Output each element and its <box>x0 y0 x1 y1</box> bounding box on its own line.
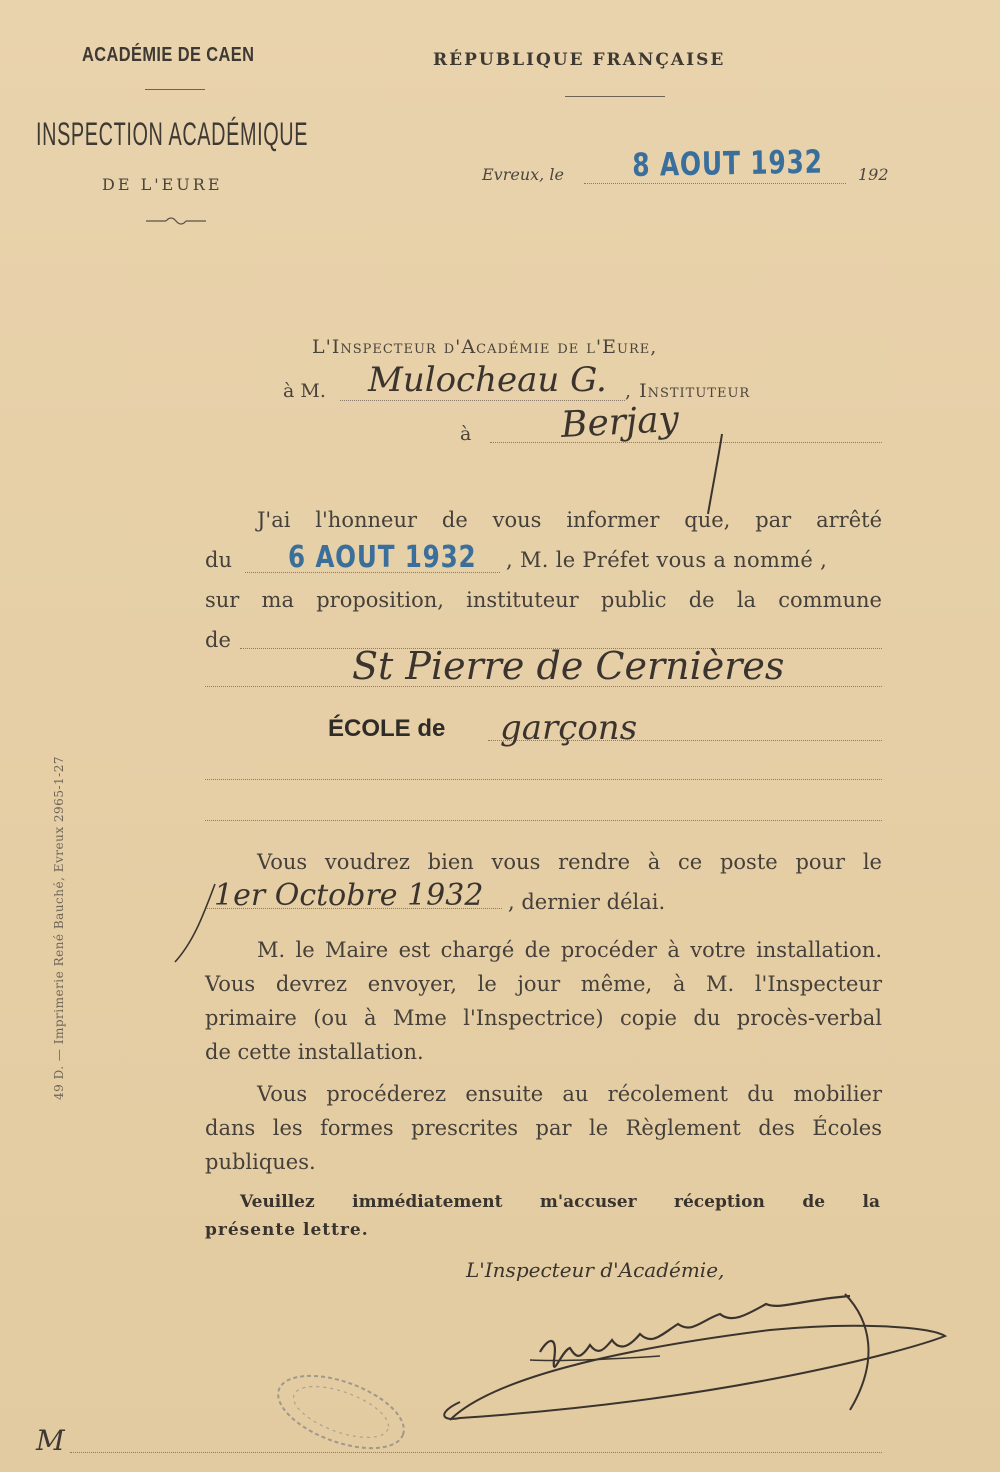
commune-name: St Pierre de Cernières <box>352 644 785 688</box>
m-label: M <box>36 1424 65 1457</box>
date-stamp: 8 AOUT 1932 <box>632 142 824 184</box>
signature-icon <box>430 1290 960 1440</box>
body-p1-line3: sur ma proposition, instituteur public de la commune <box>205 588 882 612</box>
address-line-inspecteur: L'Inspecteur d'Académie de l'Eure, <box>312 336 658 358</box>
ornament-icon <box>144 214 208 228</box>
body-de: de <box>205 628 231 652</box>
recipient-dotted-line <box>340 400 625 401</box>
oval-stamp-icon <box>268 1372 414 1452</box>
body-p1-line1: J'ai l'honneur de vous informer que, par arrêté <box>257 508 882 532</box>
body-du: du <box>205 548 232 572</box>
body-p3-line2: Vous devrez envoyer, le jour même, à M. l'Inspecteur <box>205 972 882 996</box>
academie-rule <box>145 89 205 90</box>
recipient-name: Mulocheau G. <box>368 360 607 400</box>
republique-header: RÉPUBLIQUE FRANÇAISE <box>433 50 726 70</box>
body-p2-line1: Vous voudrez bien vous rendre à ce poste pour le <box>257 850 882 874</box>
body-p4-line3: publiques. <box>205 1150 316 1174</box>
to-prefix: à M. <box>283 380 326 402</box>
body-p2-rest: , dernier délai. <box>508 890 666 914</box>
body-p4-line2: dans les formes prescrites par le Règlement des Écoles <box>205 1116 882 1140</box>
body-p4-line1: Vous procéderez ensuite au récolement du mobilier <box>257 1082 882 1106</box>
place-dotted-line <box>490 442 882 443</box>
arrete-date-stamp: 6 AOUT 1932 <box>288 540 477 575</box>
place-descender-stroke <box>700 430 740 520</box>
body-p3-line1: M. le Maire est chargé de procéder à votre installation. <box>257 938 882 962</box>
ecole-label: ÉCOLE de <box>328 715 446 742</box>
blank-dotted-line-1 <box>205 779 882 780</box>
republique-rule <box>565 96 665 97</box>
inspection-header: INSPECTION ACADÉMIQUE <box>36 116 309 152</box>
ecole-type: garçons <box>500 708 638 748</box>
recipient-place: Berjay <box>560 398 680 446</box>
department-header: DE L'EURE <box>102 175 223 194</box>
side-print: 49 D. — Imprimerie René Bauché, Evreux 2965-1-27 <box>52 756 66 1100</box>
academie-header: ACADÉMIE DE CAEN <box>82 44 255 66</box>
notice-line1: Veuillez immédiatement m'accuser réception de la <box>240 1192 880 1212</box>
footer-dotted-line <box>70 1452 882 1453</box>
signoff: L'Inspecteur d'Académie, <box>466 1258 725 1282</box>
body-p1-line2-rest: , M. le Préfet vous a nommé , <box>506 548 828 572</box>
place-prefix: Evreux, le <box>482 165 564 184</box>
body-p3-line4: de cette installation. <box>205 1040 424 1064</box>
title-prefix: , Instituteur <box>625 380 751 402</box>
year-suffix: 192 <box>858 165 889 184</box>
blank-dotted-line-2 <box>205 820 882 821</box>
body-p3-line3: primaire (ou à Mme l'Inspectrice) copie du procès-verbal <box>205 1006 882 1030</box>
start-date: 1er Octobre 1932 <box>214 878 484 913</box>
notice-line2: présente lettre. <box>205 1220 369 1240</box>
date-dotted-line <box>584 183 846 184</box>
at-prefix: à <box>460 423 472 445</box>
